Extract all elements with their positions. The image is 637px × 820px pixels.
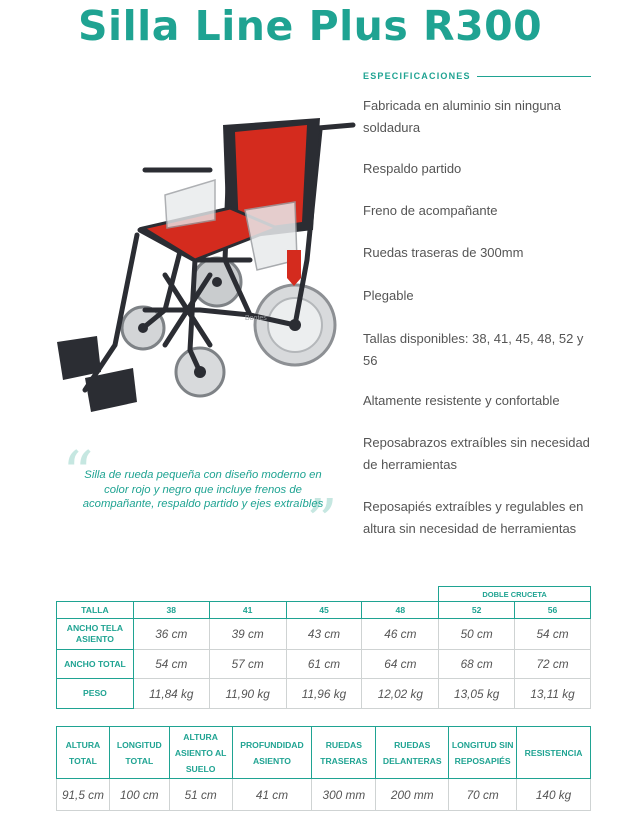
table-header-cell: 41 [209, 602, 286, 619]
dimensions-table [56, 726, 591, 811]
table-cell: 57 cm [209, 650, 286, 679]
table-header-cell: 52 [439, 602, 515, 619]
sizes-table [56, 586, 591, 709]
group-row [57, 587, 591, 602]
table-cell: 68 cm [439, 650, 515, 679]
table-cell: 91,5 cm [57, 779, 110, 811]
table-cell: 13,05 kg [439, 679, 515, 709]
specs-heading-label: ESPECIFICACIONES [363, 71, 471, 81]
spec-item: Plegable [363, 288, 414, 303]
quote-open-icon: “ [62, 437, 94, 510]
spec-item: Fabricada en aluminio sin ninguna soldadura [363, 98, 562, 135]
group-label: DOBLE CRUCETA [439, 587, 591, 602]
spec-item: Respaldo partido [363, 161, 462, 176]
table-header-cell: ALTURA TOTAL [57, 727, 110, 779]
table-header-cell: 38 [133, 602, 209, 619]
spec-item: Ruedas traseras de 300mm [363, 245, 524, 260]
table-cell: 43 cm [286, 619, 362, 650]
table-header-cell: PROFUNDIDAD ASIENTO [232, 727, 312, 779]
table-cell: 36 cm [133, 619, 209, 650]
table-cell: 300 mm [312, 779, 376, 811]
table-header-cell: ALTURA ASIENTO AL SUELO [169, 727, 232, 779]
table-cell: 54 cm [515, 619, 591, 650]
table-header-cell: RUEDAS DELANTERAS [376, 727, 449, 779]
table-header-cell: LONGITUD SIN REPOSAPIÉS [449, 727, 517, 779]
quote-close-icon: ” [306, 485, 338, 558]
wheelchair-image [45, 110, 365, 425]
specs-heading [363, 71, 591, 81]
table-header-cell: 48 [362, 602, 439, 619]
table-header-row [57, 727, 591, 779]
specs-heading-rule [477, 76, 591, 77]
table-row [57, 679, 591, 709]
frame-label: Bootes [245, 315, 267, 322]
table-cell: 11,96 kg [286, 679, 362, 709]
table-header-cell: RUEDAS TRASERAS [312, 727, 376, 779]
row-label: ANCHO TOTAL [57, 650, 134, 679]
page-title: Silla Line Plus R300 [78, 2, 543, 50]
spec-item: Tallas disponibles: 38, 41, 45, 48, 52 y 56 [363, 331, 584, 368]
table-header-cell: TALLA [57, 602, 134, 619]
table-cell: 46 cm [362, 619, 439, 650]
table-cell: 64 cm [362, 650, 439, 679]
row-label: ANCHO TELA ASIENTO [57, 619, 134, 650]
table-cell: 12,02 kg [362, 679, 439, 709]
table-row [57, 779, 591, 811]
table-cell: 61 cm [286, 650, 362, 679]
row-label: PESO [57, 679, 134, 709]
table-cell: 11,90 kg [209, 679, 286, 709]
side-guard-left [165, 180, 215, 228]
table-cell: 39 cm [209, 619, 286, 650]
table-header-row [57, 602, 591, 619]
table-row [57, 650, 591, 679]
table-cell: 100 cm [109, 779, 169, 811]
table-cell: 51 cm [169, 779, 232, 811]
table-cell: 11,84 kg [133, 679, 209, 709]
table-cell: 72 cm [515, 650, 591, 679]
table-header-cell: 45 [286, 602, 362, 619]
product-quote: Silla de rueda pequeña con diseño moderno en color rojo y negro que incluye frenos de acompañante, respaldo partido y ejes extraíbles [82, 469, 324, 510]
table-cell: 41 cm [232, 779, 312, 811]
table-cell: 200 mm [376, 779, 449, 811]
table-row [57, 619, 591, 650]
spec-item: Reposapiés extraíbles y regulables en altura sin necesidad de herramientas [363, 499, 584, 536]
table-cell: 50 cm [439, 619, 515, 650]
brake-strap [287, 250, 301, 286]
table-header-cell: RESISTENCIA [517, 727, 591, 779]
table-cell: 54 cm [133, 650, 209, 679]
front-caster [122, 307, 224, 396]
spec-item: Reposabrazos extraíbles sin necesidad de herramientas [363, 435, 590, 472]
table-cell: 140 kg [517, 779, 591, 811]
table-cell: 70 cm [449, 779, 517, 811]
table-header-cell: 56 [515, 602, 591, 619]
table-cell: 13,11 kg [515, 679, 591, 709]
spec-item: Altamente resistente y confortable [363, 393, 560, 408]
spec-item: Freno de acompañante [363, 203, 498, 218]
table-header-cell: LONGITUD TOTAL [109, 727, 169, 779]
